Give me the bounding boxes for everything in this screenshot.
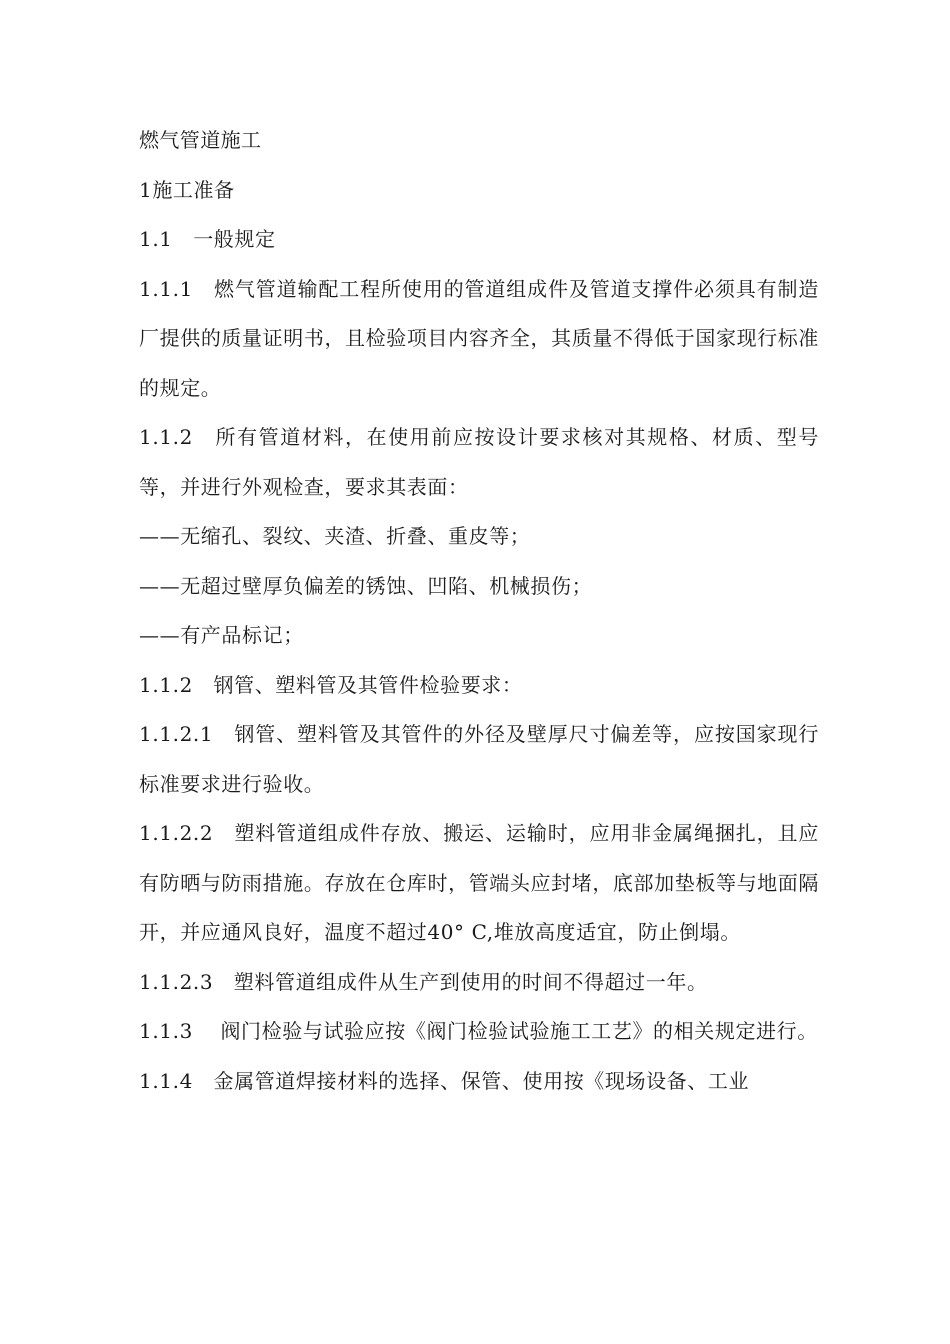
list-item: ——无超过壁厚负偏差的锈蚀、凹陷、机械损伤； bbox=[139, 573, 593, 598]
paragraph: 1.1.3 阀门检验与试验应按《阀门检验试验施工工艺》的相关规定进行。 bbox=[139, 1019, 818, 1043]
paragraph: 1.1.1 燃气管道输配工程所使用的管道组成件及管道支撑件必须具有制造厂提供的质量证明书，且检验项目内容齐全，其质量不得低于国家现行标准的规定。 bbox=[139, 276, 819, 400]
paragraph: 1.1.2 所有管道材料，在使用前应按设计要求核对其规格、材质、型号等，并进行外观检查，要求其表面： bbox=[139, 425, 819, 499]
paragraph: 1.1.2.2 塑料管道组成件存放、搬运、运输时，应用非金属绳捆扎，且应有防晒与防雨措施。存放在仓库时，管端头应封堵，底部加垫板等与地面隔开，并应通风良好，温度不超过40° C,堆放高度适宜，防止倒塌。 bbox=[139, 821, 819, 944]
section-heading: 1.1 一般规定 bbox=[139, 227, 276, 251]
paragraph: 1.1.2 钢管、塑料管及其管件检验要求： bbox=[139, 672, 523, 697]
paragraph: 1.1.4 金属管道焊接材料的选择、保管、使用按《现场设备、工业 bbox=[139, 1068, 750, 1093]
paragraph: 1.1.2.3 塑料管道组成件从生产到使用的时间不得超过一年。 bbox=[139, 969, 708, 994]
document-body bbox=[139, 116, 819, 1106]
section-heading: 1施工准备 bbox=[139, 177, 235, 202]
document-title: 燃气管道施工 bbox=[139, 128, 262, 152]
paragraph: 1.1.2.1 钢管、塑料管及其管件的外径及壁厚尺寸偏差等，应按国家现行标准要求进行验收。 bbox=[139, 722, 819, 796]
list-item: ——无缩孔、裂纹、夹渣、折叠、重皮等； bbox=[139, 524, 531, 548]
list-item: ——有产品标记； bbox=[139, 623, 304, 647]
